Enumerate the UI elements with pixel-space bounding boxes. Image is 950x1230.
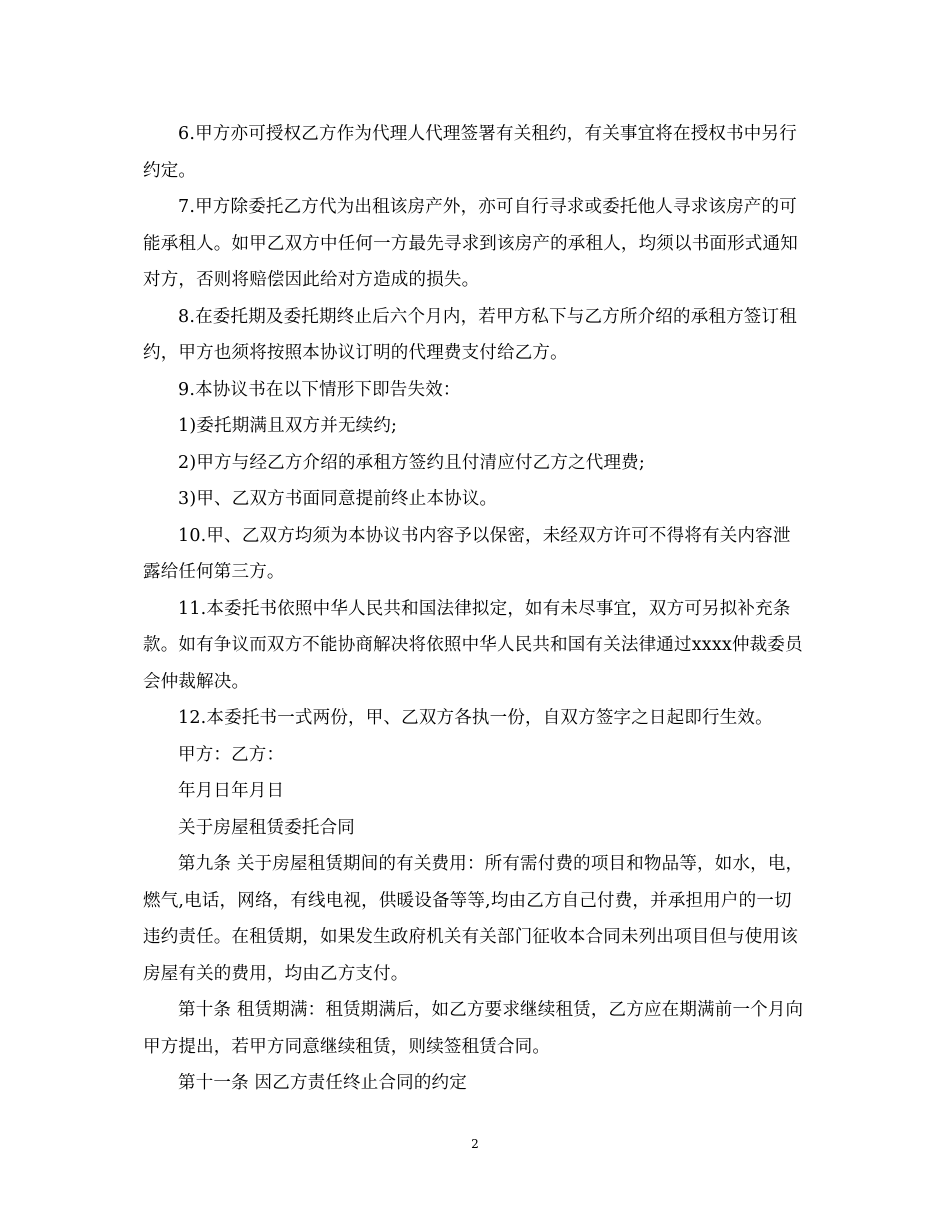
page-number: 2 <box>471 1137 479 1151</box>
paragraph-article-9: 第九条 关于房屋租赁期间的有关费用：所有需付费的项目和物品等，如水，电，燃气,电话，网络，有线电视，供暖设备等等,均由乙方自己付费，并承担用户的一切违约责任。在租赁期，如果发生政府机关有关部门征收本合同未列出项目但与使用该房屋有关的费用，均由乙方支付。 <box>143 854 804 984</box>
paragraph-clause-9-item-3: 3)甲、乙双方书面同意提前终止本协议。 <box>178 489 498 509</box>
signature-date-line: 年月日年月日 <box>178 781 285 801</box>
paragraph-clause-7: 7.甲方除委托乙方代为出租该房产外，亦可自行寻求或委托他人寻求该房产的可能承租人。如甲乙双方中任何一方最先寻求到该房产的承租人，均须以书面形式通知对方，否则将赔偿因此给对方造成的损失。 <box>143 197 798 290</box>
paragraph-clause-9-item-1: 1)委托期满且双方并无续约; <box>178 416 398 436</box>
document-body <box>143 116 808 1102</box>
paragraph-article-11: 第十一条 因乙方责任终止合同的约定 <box>178 1073 467 1093</box>
paragraph-article-10: 第十条 租赁期满：租赁期满后，如乙方要求继续租赁，乙方应在期满前一个月向甲方提出，若甲方同意继续租赁，则续签租赁合同。 <box>143 1000 804 1057</box>
paragraph-clause-6: 6.甲方亦可授权乙方作为代理人代理签署有关租约，有关事宜将在授权书中另行约定。 <box>143 124 797 181</box>
section-title: 关于房屋租赁委托合同 <box>178 817 355 838</box>
paragraph-clause-8: 8.在委托期及委托期终止后六个月内，若甲方私下与乙方所介绍的承租方签订租约，甲方也须将按照本协议订明的代理费支付给乙方。 <box>143 306 797 363</box>
paragraph-clause-9-item-2: 2)甲方与经乙方介绍的承租方签约且付清应付乙方之代理费; <box>178 452 645 473</box>
signature-parties-line: 甲方：乙方： <box>178 744 285 765</box>
paragraph-clause-11: 11.本委托书依照中华人民共和国法律拟定，如有未尽事宜，双方可另拟补充条款。如有争议而双方不能协商解决将依照中华人民共和国有关法律通过xxxx仲裁委员会仲裁解决。 <box>143 598 803 692</box>
paragraph-clause-12: 12.本委托书一式两份，甲、乙双方各执一份，自双方签字之日起即行生效。 <box>178 708 773 728</box>
paragraph-clause-9: 9.本协议书在以下情形下即告失效： <box>178 379 461 400</box>
paragraph-clause-10: 10.甲、乙双方均须为本协议书内容予以保密，未经双方许可不得将有关内容泄露给任何第三方。 <box>143 525 791 582</box>
